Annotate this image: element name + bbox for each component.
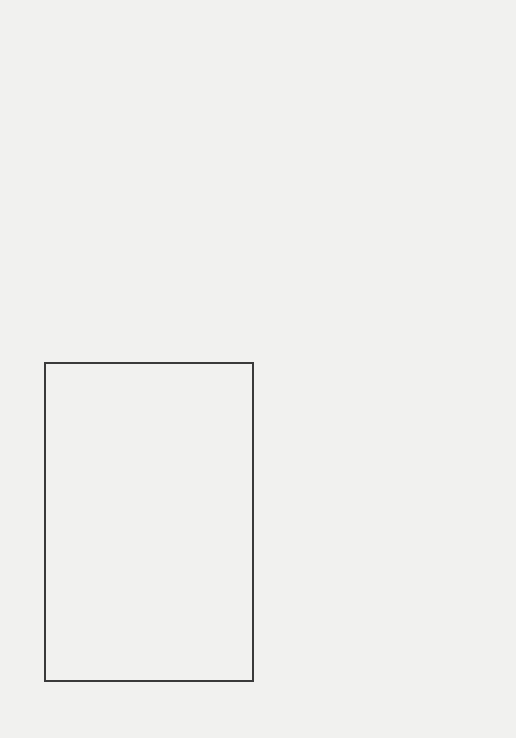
essay-title: [206, 470, 228, 620]
upper-text-block: [32, 14, 486, 340]
